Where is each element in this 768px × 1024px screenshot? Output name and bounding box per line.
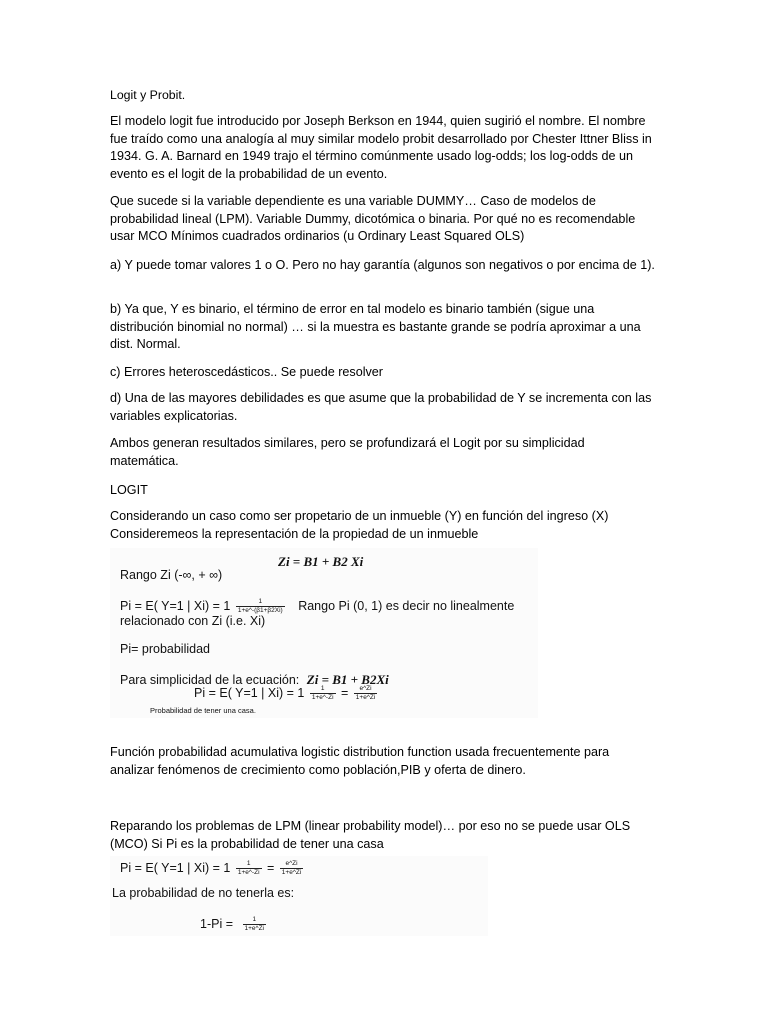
pi2-fraction [310,685,336,702]
paragraph-intro: El modelo logit fue introducido por Joseph Berkson en 1944, quien sugirió el nombre. El nombre fue traído como una analogía al muy similar modelo probit desarrollado por Chester Ittner Bliss in 1934. G. A. Barnard en 1949 trajo el término comúnmente usado log-odds; los log-odds de un evento es el logit de la probabilidad de un evento. [110,114,652,181]
fig2-fraction-3 [243,916,267,933]
pi-fraction-denominator: 1+e^-(β1+β2Xi) [237,607,283,614]
paragraph-item-d: d) Una de las mayores debilidades es que asume que la probabilidad de Y se incrementa con las variables explicatorias. [110,391,652,423]
paragraph-reparando: Reparando los problemas de LPM (linear probability model)… por eso no se puede usar OLS (MCO) Si Pi es la probabilidad de tener una casa [110,819,631,851]
no-tenerla-label: La probabilidad de no tenerla es: [112,886,295,900]
paragraph-item-c: c) Errores heteroscedásticos.. Se puede resolver [110,365,383,379]
simplicidad-equation: Zi = B1 + B2Xi [306,672,389,687]
z-equation: Zi = B1 + B2 Xi [278,554,364,569]
pi2-fraction-2-denominator: 1+e^Zi [355,694,376,701]
logit-heading: LOGIT [110,483,148,497]
pi2-fraction-denominator: 1+e^-Zi [311,694,334,701]
pi2-fraction-2-numerator: e^Zi [354,685,378,694]
paragraph-logit-intro: Considerando un caso como ser propetario de un inmueble (Y) en función del ingreso (X) Consideremeos la representación de la propiedad de un inmueble [110,509,609,541]
rango-pi-label: Rango Pi (0, 1) es decir no linealmente [298,598,515,613]
fig2-fraction-3-numerator: 1 [243,916,267,925]
fig2-fraction-3-denominator: 1+e^Zi [244,925,264,932]
pi-equation-prefix-2: Pi = E( Y=1 | Xi) = 1 [120,860,231,875]
paragraph-item-b: b) Ya que, Y es binario, el término de error en tal modelo es binario también (sigue una distribución binomial no normal) … si la muestra es bastante grande se podría aproximar a una dist. Normal. [110,302,641,351]
pi2-equals: = [341,685,349,700]
fig2-fraction-1-numerator: 1 [236,860,262,869]
figure-caption: Probabilidad de tener una casa. [150,706,256,715]
pi2-fraction-2 [354,685,378,702]
fig2-fraction-1-denominator: 1+e^-Zi [237,869,260,876]
paragraph-item-a: a) Y puede tomar valores 1 o O. Pero no hay garantía (algunos son negativos o por encima de 1). [110,258,655,272]
fig2-equals: = [267,860,275,875]
document-title: Logit y Probit. [110,88,186,102]
pi-equation-prefix: Pi = E( Y=1 | Xi) = 1 [120,598,231,613]
fig2-fraction-2-numerator: e^Zi [280,860,304,869]
pi2-equation-prefix: Pi = E( Y=1 | Xi) = 1 [194,685,305,700]
relacionado-label: relacionado con Zi (i.e. Xi) [120,614,266,628]
paragraph-funcion: Función probabilidad acumulativa logistic distribution function usada frecuentemente para analizar fenómenos de crecimiento como población,PIB y oferta de dinero. [110,745,610,777]
one-minus-pi-line [200,916,268,933]
pi-fraction-numerator: 1 [236,598,285,607]
pi-equation-line-2 [120,860,305,877]
pi-equation-line [120,598,514,615]
simplicidad-label: Para simplicidad de la ecuación: [120,673,300,687]
rango-zi-label: Rango Zi (-∞, + ∞) [120,568,223,582]
pi-fraction [236,598,285,615]
probability-equations-figure [110,856,488,936]
pi-probability-label: Pi= probabilidad [120,642,210,656]
fig2-fraction-2 [280,860,304,877]
pi2-fraction-numerator: 1 [310,685,336,694]
paragraph-dummy: Que sucede si la variable dependiente es una variable DUMMY… Caso de modelos de probabilidad lineal (LPM). Variable Dummy, dicotómica o binaria. Por qué no es recomendable usar MCO Mínimos cuadrados ordinarios (u Ordinary Least Squared OLS) [110,194,636,243]
fig2-fraction-1 [236,860,262,877]
pi2-equation-line [194,685,379,702]
paragraph-ambos: Ambos generan resultados similares, pero se profundizará el Logit por su simplicidad matemática. [110,436,585,468]
one-minus-pi-label: 1-Pi = [200,916,234,931]
fig2-fraction-2-denominator: 1+e^Zi [281,869,302,876]
logit-equations-figure [110,548,538,718]
